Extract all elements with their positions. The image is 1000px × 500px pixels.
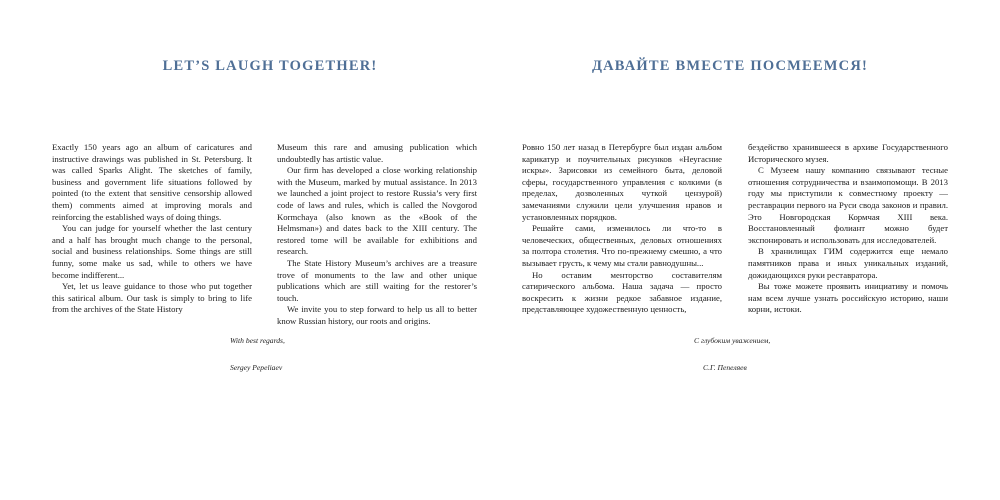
closing-regards: With best regards,: [230, 336, 285, 345]
page-title-english: LET’S LAUGH TOGETHER!: [162, 57, 378, 74]
russian-column-1: [522, 142, 722, 316]
paragraph: Our firm has developed a close working relationship with the Museum, marked by mutual assistance. In 2013 we launched a joint project to restore Russia’s very first code of laws and rules, which is called the Novgorod Kormchaya (also known as the «Book of the Helmsman») and dates back to the XIII century. The restored tome will be available for exhibitions and research.: [277, 165, 477, 257]
paragraph-continued: бездейство хранившееся в архиве Государственного Исторического музея.: [748, 142, 948, 164]
paragraph: Вы тоже можете проявить инициативу и помочь нам всем лучше узнать российскую историю, наши корни, истоки.: [748, 281, 948, 315]
russian-page: [500, 0, 1000, 500]
page-title-russian: ДАВАЙТЕ ВМЕСТЕ ПОСМЕЕМСЯ!: [591, 57, 869, 74]
signature-name: С.Г. Пепеляев: [703, 363, 747, 372]
paragraph-continued: Museum this rare and amusing publication which undoubtedly has artistic value.: [277, 142, 477, 164]
paragraph: Exactly 150 years ago an album of caricatures and instructive drawings was published in St. Petersburg. It was called Sparks Alight. The sketches of family, business and government life situations followed by pointed (to the extent that sensitive censorship allowed them) comments aimed at improving morals and reinforcing the established ways of doing things.: [52, 142, 252, 222]
english-column-2: [277, 142, 477, 328]
paragraph: Ровно 150 лет назад в Петербурге был издан альбом карикатур и поучительных рисунков «Неугасние искры». Зарисовки из семейного быта, деловой сферы, государственного управления с колкими (в пределах, дозволенных чуткой цензурой) замечаниями служили цели улучшения нравов и установленных порядков.: [522, 142, 722, 222]
paragraph: Решайте сами, изменилось ли что-то в человеческих, общественных, деловых отношениях за полтора столетия. Что по-прежнему смешно, а что вызывает грусть, к чему мы стали равнодушны...: [522, 223, 722, 268]
paragraph: The State History Museum’s archives are a treasure trove of monuments to the law and other unique publications which are still waiting for the restorer’s touch.: [277, 257, 477, 303]
paragraph: С Музеем нашу компанию связывают тесные отношения сотрудничества и взаимопомощи. В 2013 году мы приступили к совместному проекту — реставрации первого на Руси свода законов и правил. Это Новгородская Кормчая XIII века. Восстановленный фолиант можно будет экспонировать и использовать для исследователей.: [748, 165, 948, 245]
paragraph: You can judge for yourself whether the last century and a half has brought much change to the personal, social and business relationships. Some things are still funny, some make us sad, while to others we have become indifferent...: [52, 223, 252, 280]
english-column-1: [52, 142, 252, 316]
paragraph: Yet, let us leave guidance to those who put together this satirical album. Our task is simply to bring to life from the archives of the State History: [52, 281, 252, 315]
russian-column-2: [748, 142, 948, 316]
paragraph: Но оставим менторство составителям сатирического альбома. Наша задача — просто воскресить к жизни редкое забавное издание, представляющее художественную ценность,: [522, 269, 722, 315]
paragraph: We invite you to step forward to help us all to better know Russian history, our roots and origins.: [277, 304, 477, 326]
paragraph: В хранилищах ГИМ содержится еще немало памятников права и иных уникальных изданий, дожидающихся руки реставратора.: [748, 246, 948, 280]
closing-regards: С глубоким уважением,: [694, 336, 771, 345]
signature-name: Sergey Pepeliaev: [230, 363, 283, 372]
